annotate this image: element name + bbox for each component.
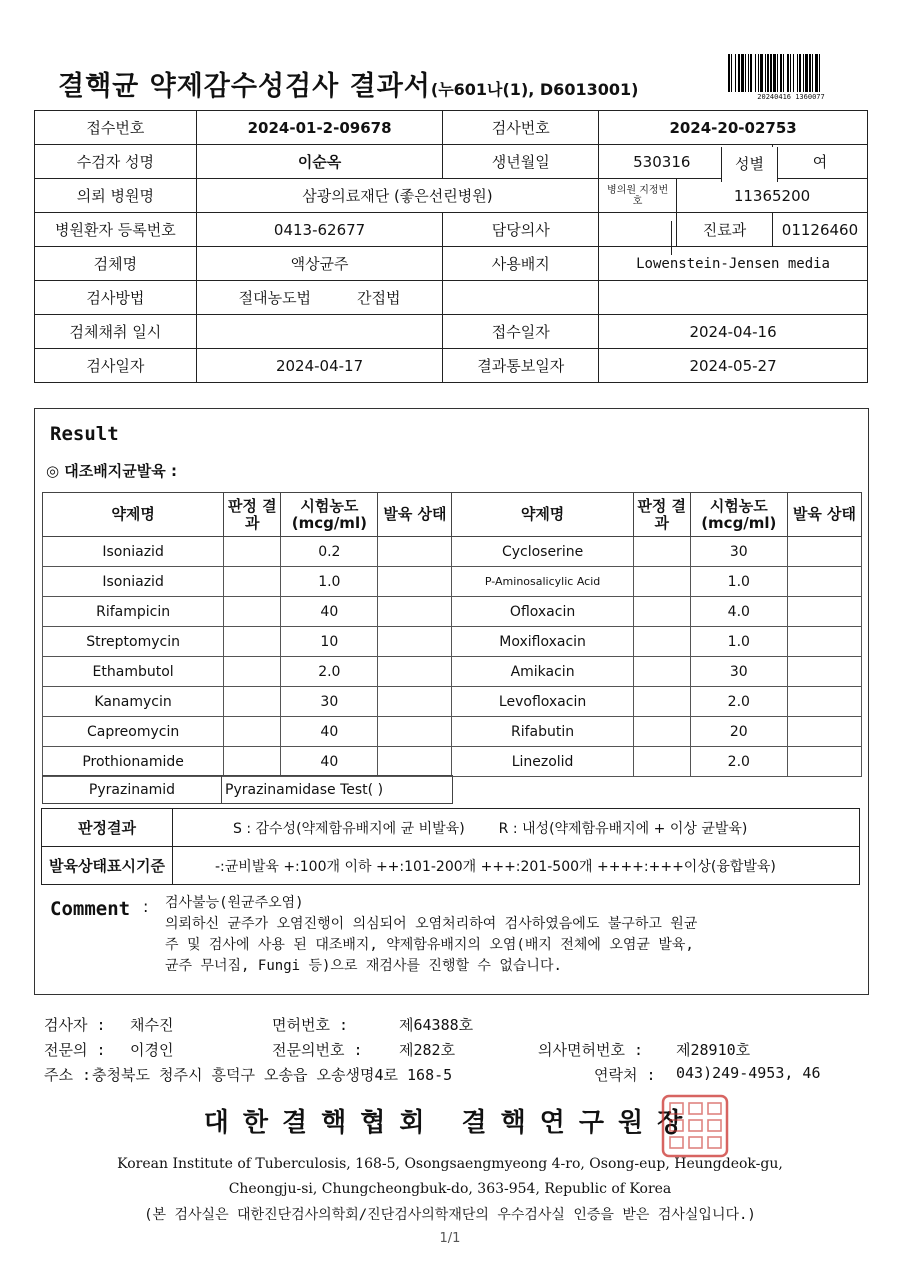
drug-judge [633, 687, 690, 717]
doctor-license: 제28910호 [676, 1041, 751, 1059]
seal-mark [689, 1137, 702, 1148]
seal-mark [689, 1120, 702, 1131]
certification-note: (본 검사실은 대한진단검사의학회/진단검사의학재단의 우수검사실 인증을 받은 검사실입니다.) [144, 1207, 756, 1223]
address-english-1: Korean Institute of Tuberculosis, 168-5, Osongsaengmyeong 4-ro, Osong-eup, Heungdeok-gu, [117, 1156, 783, 1172]
drug-growth [787, 597, 861, 627]
drug-judge [633, 747, 690, 777]
drug-judge [224, 687, 281, 717]
judge-legend [173, 809, 860, 847]
drug-growth [378, 627, 452, 657]
specialist-no: 제282호 [399, 1041, 456, 1059]
drug-row [43, 747, 862, 777]
drug-conc: 1.0 [690, 627, 787, 657]
test-no-label: 검사번호 [443, 111, 599, 145]
dept-label: 진료과 [677, 213, 773, 247]
drug-conc: 2.0 [281, 657, 378, 687]
title-main: 결핵균 약제감수성검사 결과서 [58, 71, 431, 102]
drug-growth [787, 627, 861, 657]
drug-judge [224, 627, 281, 657]
barcode-bar [773, 54, 776, 92]
legend-table [41, 808, 860, 885]
drug-name: Isoniazid [43, 567, 224, 597]
drug-conc: 30 [690, 657, 787, 687]
test-date-label: 검사일자 [35, 349, 197, 383]
drug-growth [787, 657, 861, 687]
contact: 043)249-4953, 46 [676, 1064, 821, 1082]
comment-colon: : [143, 897, 149, 916]
drug-name: Streptomycin [43, 627, 224, 657]
col-growth: 발육 상태 [378, 493, 452, 537]
drug-judge [224, 597, 281, 627]
pza-test: Pyrazinamidase Test( ) [222, 776, 453, 804]
drug-name: Rifabutin [452, 717, 633, 747]
pyrazinamide-table [42, 775, 453, 804]
col-conc: 시험농도 (mcg/ml) [690, 493, 787, 537]
page-number: 1/1 [439, 1231, 461, 1246]
drug-conc: 40 [281, 597, 378, 627]
patient-name: 이순옥 [196, 145, 443, 179]
col-growth: 발육 상태 [787, 493, 861, 537]
comment-line: 주 및 검사에 사용 된 대조배지, 약제함유배지의 오염(배지 전체에 오염균 발육, [165, 937, 694, 953]
birth: 530316 [599, 145, 773, 179]
barcode-bar [767, 54, 769, 92]
license-label: 면허번호 : [272, 1016, 349, 1034]
drug-row [43, 717, 862, 747]
method-2: 간접법 [357, 289, 401, 307]
empty-cell [443, 281, 599, 315]
report-date: 2024-05-27 [599, 349, 868, 383]
comment-line: 검사불능(원균주오염) [165, 895, 304, 911]
drug-judge [224, 537, 281, 567]
sex-label: 성별 [721, 147, 778, 182]
drug-row [43, 537, 862, 567]
col-drug: 약제명 [43, 493, 224, 537]
drug-growth [787, 567, 861, 597]
drug-conc: 40 [281, 717, 378, 747]
barcode-bar [815, 54, 818, 92]
drug-table [42, 492, 862, 777]
specialist: 이경인 [130, 1041, 174, 1059]
barcode-bar [755, 54, 756, 92]
drug-judge [633, 567, 690, 597]
drug-name: Capreomycin [43, 717, 224, 747]
drug-judge [633, 657, 690, 687]
barcode-bar [819, 54, 820, 92]
seal-mark [708, 1103, 721, 1114]
barcode-bar [760, 54, 763, 92]
dept: 01126460 [772, 213, 867, 247]
drug-conc: 20 [690, 717, 787, 747]
barcode-bar [783, 54, 784, 92]
judge-legend-label: 판정결과 [42, 809, 173, 847]
barcode-bar [790, 54, 791, 92]
drug-name: P-Aminosalicylic Acid [452, 567, 633, 597]
document-title [58, 64, 638, 103]
seal-mark [708, 1120, 721, 1131]
patient-name-label: 수검자 성명 [35, 145, 197, 179]
col-conc: 시험농도 (mcg/ml) [281, 493, 378, 537]
drug-judge [224, 717, 281, 747]
barcode-bar [748, 54, 749, 92]
drug-judge [633, 597, 690, 627]
barcode-bar [812, 54, 813, 92]
drug-growth [787, 537, 861, 567]
drug-growth [378, 687, 452, 717]
doctor [599, 213, 677, 247]
seal-mark [670, 1120, 683, 1131]
drug-conc: 40 [281, 747, 378, 777]
drug-growth [787, 717, 861, 747]
receipt-date: 2024-04-16 [599, 315, 868, 349]
test-no: 2024-20-02753 [599, 111, 868, 145]
address-english-2: Cheongju-si, Chungcheongbuk-do, 363-954, Republic of Korea [228, 1181, 672, 1197]
drug-conc: 2.0 [690, 747, 787, 777]
drug-judge [224, 657, 281, 687]
barcode-bar [777, 54, 778, 92]
hospital-label: 의뢰 병원명 [35, 179, 197, 213]
official-seal [660, 1093, 730, 1159]
receipt-no-label: 접수번호 [35, 111, 197, 145]
test-date: 2024-04-17 [196, 349, 443, 383]
report-date-label: 결과통보일자 [443, 349, 599, 383]
drug-row [43, 687, 862, 717]
drug-growth [378, 567, 452, 597]
tester-label: 검사자 : [44, 1016, 106, 1034]
barcode-bar [797, 54, 798, 92]
drug-conc: 4.0 [690, 597, 787, 627]
collect-date [196, 315, 443, 349]
drug-name: Prothionamide [43, 747, 224, 777]
drug-row [43, 567, 862, 597]
barcode-bar [809, 54, 811, 92]
col-drug: 약제명 [452, 493, 633, 537]
drug-name: Cycloserine [452, 537, 633, 567]
drug-judge [633, 627, 690, 657]
drug-row [43, 597, 862, 627]
growth-legend-label: 발육상태표시기준 [42, 847, 173, 885]
hospital-code-label: 병의원 지정번호 [599, 179, 677, 213]
reg-no-label: 병원환자 등록번호 [35, 213, 197, 247]
seal-mark [663, 1096, 727, 1156]
barcode-bar [758, 54, 759, 92]
drug-conc: 0.2 [281, 537, 378, 567]
hospital-code: 11365200 [677, 179, 868, 213]
receipt-date-label: 접수일자 [443, 315, 599, 349]
license: 제64388호 [399, 1016, 474, 1034]
drug-growth [787, 747, 861, 777]
drug-name: Linezolid [452, 747, 633, 777]
drug-judge [224, 567, 281, 597]
drug-conc: 1.0 [690, 567, 787, 597]
barcode-bar [735, 54, 736, 92]
media: Lowenstein-Jensen media [599, 247, 868, 281]
drug-growth [378, 657, 452, 687]
drug-name: Ofloxacin [452, 597, 633, 627]
seal-mark [708, 1137, 721, 1148]
drug-conc: 2.0 [690, 687, 787, 717]
comment-line: 의뢰하신 균주가 오염진행이 의심되어 오염처리하여 검사하였음에도 불구하고 원균 [165, 916, 698, 932]
organization-name: 대한결핵협회 결핵연구원장 [203, 1108, 697, 1138]
drug-name: Amikacin [452, 657, 633, 687]
col-judge: 판정 결과 [633, 493, 690, 537]
barcode-bar [738, 54, 740, 92]
doctor-license-label: 의사면허번호 : [538, 1041, 644, 1059]
comment-label: Comment [50, 898, 131, 920]
specimen: 액상균주 [196, 247, 443, 281]
drug-name: Ethambutol [43, 657, 224, 687]
method [196, 281, 443, 315]
address: 충청북도 청주시 흥덕구 오송읍 오송생명4로 168-5 [92, 1066, 453, 1084]
address-label: 주소 : [44, 1066, 92, 1084]
sex-value: 여 [772, 145, 867, 179]
barcode-bar [793, 54, 794, 92]
drug-growth [378, 597, 452, 627]
contact-label: 연락처 : [594, 1066, 656, 1084]
specialist-no-label: 전문의번호 : [272, 1041, 363, 1059]
col-judge: 판정 결과 [224, 493, 281, 537]
barcode-bar [750, 54, 752, 92]
receipt-no: 2024-01-2-09678 [196, 111, 443, 145]
barcode-bar [770, 54, 772, 92]
barcode-bar [787, 54, 789, 92]
drug-row [43, 627, 862, 657]
judge-r: R : 내성(약제함유배지에 + 이상 균발육) [498, 820, 748, 837]
seal-mark [689, 1103, 702, 1114]
drug-judge [633, 537, 690, 567]
empty-cell [599, 281, 868, 315]
drug-growth [378, 747, 452, 777]
drug-conc: 10 [281, 627, 378, 657]
drug-growth [787, 687, 861, 717]
barcode-number: 20240416 1360077 [757, 93, 825, 101]
barcode-bar [728, 54, 730, 92]
drug-name: Rifampicin [43, 597, 224, 627]
barcode-bar [780, 54, 782, 92]
barcode-bar [805, 54, 808, 92]
specialist-label: 전문의 : [44, 1041, 106, 1059]
barcode-bar [745, 54, 746, 92]
drug-name: Levofloxacin [452, 687, 633, 717]
barcode [728, 54, 854, 92]
judge-s: S : 감수성(약제함유배지에 균 비발육) [233, 820, 465, 837]
doctor-dept-divider [671, 221, 672, 255]
media-label: 사용배지 [443, 247, 599, 281]
drug-growth [378, 717, 452, 747]
drug-name: Kanamycin [43, 687, 224, 717]
comment-body [165, 893, 860, 977]
drug-name: Isoniazid [43, 537, 224, 567]
hospital: 삼광의료재단 (좋은선린병원) [196, 179, 598, 213]
drug-judge [633, 717, 690, 747]
control-growth-label: ◎ 대조배지균발육 : [46, 462, 177, 480]
collect-date-label: 검체채취 일시 [35, 315, 197, 349]
method-1: 절대농도법 [238, 289, 312, 307]
result-label: Result [50, 423, 119, 445]
barcode-bar [803, 54, 804, 92]
specimen-label: 검체명 [35, 247, 197, 281]
barcode-bar [765, 54, 766, 92]
barcode-bar [799, 54, 801, 92]
drug-conc: 1.0 [281, 567, 378, 597]
title-sub: (누601나(1), D6013001) [430, 80, 639, 99]
drug-judge [224, 747, 281, 777]
method-label: 검사방법 [35, 281, 197, 315]
doctor-label: 담당의사 [443, 213, 599, 247]
growth-legend: -:균비발육 +:100개 이하 ++:101-200개 +++:201-500개 ++++:+++이상(융합발육) [173, 847, 860, 885]
drug-conc: 30 [281, 687, 378, 717]
birth-label: 생년월일 [443, 145, 599, 179]
drug-growth [378, 537, 452, 567]
seal-mark [670, 1103, 683, 1114]
drug-conc: 30 [690, 537, 787, 567]
reg-no: 0413-62677 [196, 213, 443, 247]
comment-line: 균주 무너짐, Fungi 등)으로 재검사를 진행할 수 없습니다. [165, 958, 562, 974]
seal-mark [670, 1137, 683, 1148]
tester: 채수진 [130, 1016, 174, 1034]
barcode-bar [741, 54, 744, 92]
pza-name: Pyrazinamid [43, 776, 222, 804]
barcode-bar [731, 54, 732, 92]
drug-row [43, 657, 862, 687]
drug-name: Moxifloxacin [452, 627, 633, 657]
